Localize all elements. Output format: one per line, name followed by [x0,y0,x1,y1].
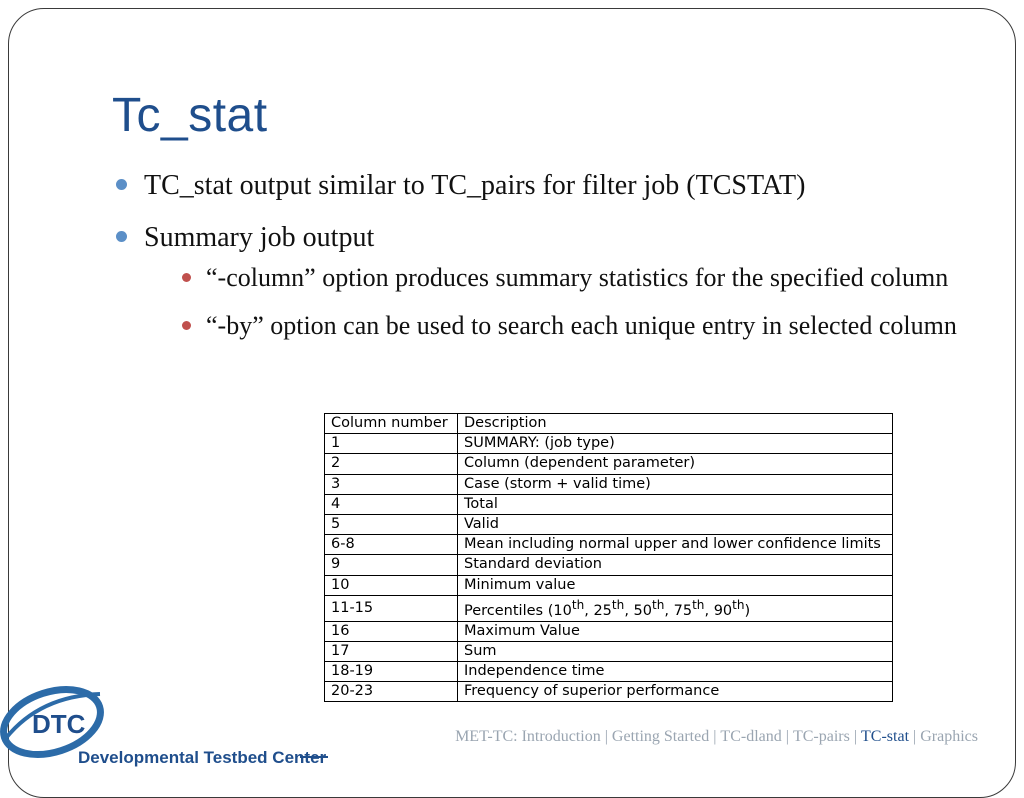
pct-value: 90 [713,602,733,619]
table-row [325,621,893,641]
pct-suffix: th [692,597,705,612]
bullet-list [112,166,992,358]
cell-description: Sum [458,641,893,661]
footer-link-introduction[interactable]: MET-TC: Introduction [455,728,601,745]
footer-navigation: MET-TC: Introduction | Getting Started | TC-dland | TC-pairs | TC-stat | Graphics [455,728,978,745]
table-row [325,555,893,575]
pct-suffix: th [732,597,745,612]
pct-value: 10 [553,602,572,619]
footer-link-getting-started[interactable]: Getting Started [611,728,710,745]
slide-title: Tc_stat [112,89,268,142]
table-row [325,661,893,681]
pct-suffix: th [651,597,665,612]
sub-bullet-text: “-column” option produces summary statistics for the specified column [206,263,949,292]
sub-bullet-list [144,258,992,346]
table-row [325,494,893,514]
table-row [325,474,893,494]
table-row [325,454,893,474]
cell-description: Minimum value [458,575,893,595]
header-description: Description [458,414,893,434]
pct-value: 25 [593,602,612,619]
cell-number: 5 [325,514,458,534]
footer-link-tc-stat[interactable]: TC-stat [861,728,910,745]
pct-value: 75 [673,602,693,619]
table-row [325,575,893,595]
bullet-dot-icon [116,231,127,242]
pct-suffix: th [571,597,585,612]
cell-number: 3 [325,474,458,494]
bullet-dot-icon [116,179,127,190]
cell-number: 16 [325,621,458,641]
logo-acronym: DTC [32,709,86,739]
cell-description: Percentiles (10th, 25th, 50th, 75th, 90th) [458,595,893,621]
cell-description: Valid [458,514,893,534]
cell-number: 18-19 [325,661,458,681]
bullet-text: Summary job output [144,222,375,253]
cell-description: Mean including normal upper and lower confidence limits [458,535,893,555]
bullet-item [112,218,992,346]
bullet-item [112,166,992,206]
sub-bullet-dot-icon [182,273,191,282]
cell-number: 17 [325,641,458,661]
header-column-number: Column number [325,414,458,434]
bullet-text: TC_stat output similar to TC_pairs for filter job (TCSTAT) [144,170,806,201]
pct-value: 50 [633,602,652,619]
summary-columns-table [324,413,893,702]
table-row [325,641,893,661]
table-row [325,514,893,534]
table-row [325,682,893,702]
table-row [325,434,893,454]
cell-description: Frequency of superior performance [458,682,893,702]
cell-number: 4 [325,494,458,514]
sub-bullet-text: “-by” option can be used to search each unique entry in selected column [206,311,957,340]
cell-description: SUMMARY: (job type) [458,434,893,454]
sub-bullet-item [144,258,992,298]
cell-number: 20-23 [325,682,458,702]
footer-link-tc-dland[interactable]: TC-dland [720,728,782,745]
dtc-logo-icon [0,676,340,768]
table-row [325,535,893,555]
cell-description: Standard deviation [458,555,893,575]
cell-number: 6-8 [325,535,458,555]
sub-bullet-dot-icon [182,321,191,330]
footer-link-graphics[interactable]: Graphics [920,728,978,745]
cell-number: 9 [325,555,458,575]
cell-description: Case (storm + valid time) [458,474,893,494]
cell-number: 11-15 [325,595,458,621]
logo-organization-name: Developmental Testbed Center [78,748,327,767]
percentiles-label: Percentiles [464,602,544,619]
cell-description: Total [458,494,893,514]
sub-bullet-item [144,306,992,346]
table-row [325,595,893,621]
cell-description: Independence time [458,661,893,681]
pct-suffix: th [611,597,625,612]
cell-description: Column (dependent parameter) [458,454,893,474]
cell-number: 2 [325,454,458,474]
table-header-row [325,414,893,434]
cell-number: 1 [325,434,458,454]
cell-number: 10 [325,575,458,595]
cell-description: Maximum Value [458,621,893,641]
footer-link-tc-pairs[interactable]: TC-pairs [792,728,850,745]
